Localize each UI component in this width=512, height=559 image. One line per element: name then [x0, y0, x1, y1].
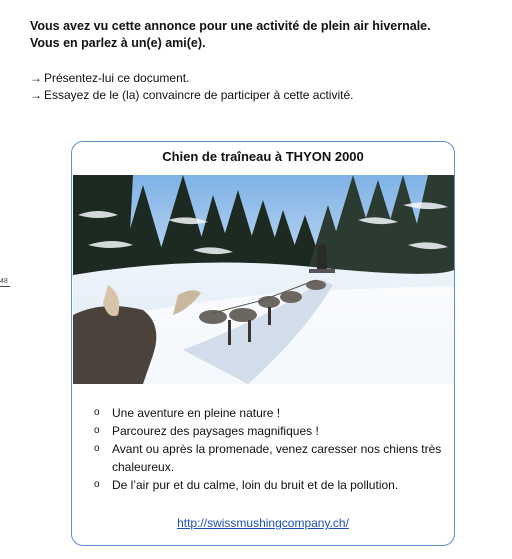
- task-item: [30, 70, 500, 87]
- feature-text: De l’air pur et du calme, loin du bruit et de la pollution.: [112, 478, 399, 492]
- task-item: [30, 87, 500, 104]
- arrow-icon: →: [30, 88, 42, 102]
- list-item: [94, 440, 444, 476]
- feature-list: [94, 404, 444, 494]
- bullet-icon: o: [94, 425, 100, 436]
- advert-card: [71, 141, 455, 546]
- bullet-icon: o: [94, 443, 100, 454]
- task-text: Essayez de le (la) convaincre de participer à cette activité.: [44, 88, 354, 102]
- list-item: [94, 476, 444, 494]
- feature-text: Avant ou après la promenade, venez caresser nos chiens très chaleureux.: [112, 442, 442, 474]
- intro-line-1: Vous avez vu cette annonce pour une activité de plein air hivernale.: [30, 19, 431, 33]
- list-item: [94, 404, 444, 422]
- intro-line-2: Vous en parlez à un(e) ami(e).: [30, 36, 206, 50]
- feature-text: Parcourez des paysages magnifiques !: [112, 424, 319, 438]
- list-item: [94, 422, 444, 440]
- task-text: Présentez-lui ce document.: [44, 71, 190, 85]
- advert-title: Chien de traîneau à THYON 2000: [162, 149, 364, 164]
- bullet-icon: o: [94, 479, 100, 490]
- page-margin-number: 48: [0, 278, 8, 285]
- sled-dog-photo: [73, 175, 454, 384]
- bullet-icon: o: [94, 407, 100, 418]
- instructions-block: [30, 18, 500, 104]
- website-link[interactable]: http://swissmushingcompany.ch/: [177, 516, 349, 530]
- arrow-icon: →: [30, 71, 42, 85]
- task-list: [30, 70, 500, 104]
- feature-text: Une aventure en pleine nature !: [112, 406, 281, 420]
